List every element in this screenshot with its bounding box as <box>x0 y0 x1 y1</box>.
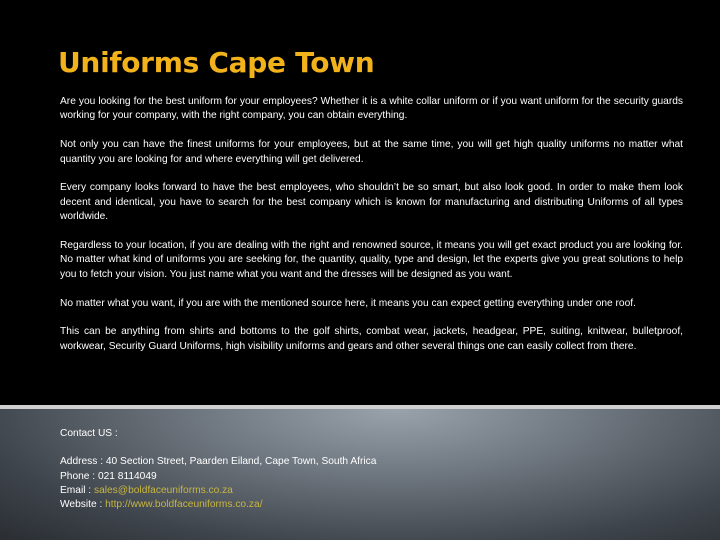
page-title: Uniforms Cape Town <box>58 46 375 79</box>
contact-block <box>60 427 376 512</box>
paragraph: No matter what you want, if you are with the mentioned source here, it means you can expect getting everything under one roof. <box>60 297 636 309</box>
paragraph: Are you looking for the best uniform for your employees? Whether it is a white collar uniform or if you want uniform for the security guards working for your company, with the right company, you can obtain everything. <box>60 96 683 122</box>
spacer <box>60 441 376 455</box>
contact-address: Address : 40 Section Street, Paarden Eiland, Cape Town, South Africa <box>60 456 377 468</box>
paragraph: Not only you can have the finest uniforms for your employees, but at the same time, you will get high quality uniforms no matter what quantity you are looking for and where everything will get delivered. <box>60 139 683 165</box>
contact-website <box>60 498 376 512</box>
email-link[interactable]: sales@boldfaceuniforms.co.za <box>93 484 233 496</box>
contact-email <box>60 484 376 498</box>
contact-panel <box>0 409 720 540</box>
contact-heading: Contact US : <box>60 428 118 439</box>
paragraph: Regardless to your location, if you are dealing with the right and renowned source, it means you will get exact product you are looking for. No matter what kind of uniforms you are seeking for, the quantity, quality, type and design, let the experts give you great solutions to help you to fetch your vision. You just name what you want and the dresses will be designed as you want. <box>60 240 683 280</box>
website-link[interactable]: http://www.boldfaceuniforms.co.za/ <box>105 499 263 510</box>
paragraph: Every company looks forward to have the best employees, who shouldn’t be so smart, but also look good. In order to make them look decent and identical, you have to search for the best company which is known for manufacturing and distributing Uniforms of all types worldwide. <box>60 182 683 223</box>
website-label: Website : <box>60 499 106 510</box>
paragraph: This can be anything from shirts and bottoms to the golf shirts, combat wear, jackets, headgear, PPE, suiting, knitwear, bulletproof, workwear, Security Guard Uniforms, high visibility uniforms and gears and other several things one can easily collect from there. <box>60 326 683 352</box>
email-label: Email : <box>60 484 94 496</box>
body-text <box>60 95 683 369</box>
contact-phone: Phone : 021 8114049 <box>60 470 157 482</box>
